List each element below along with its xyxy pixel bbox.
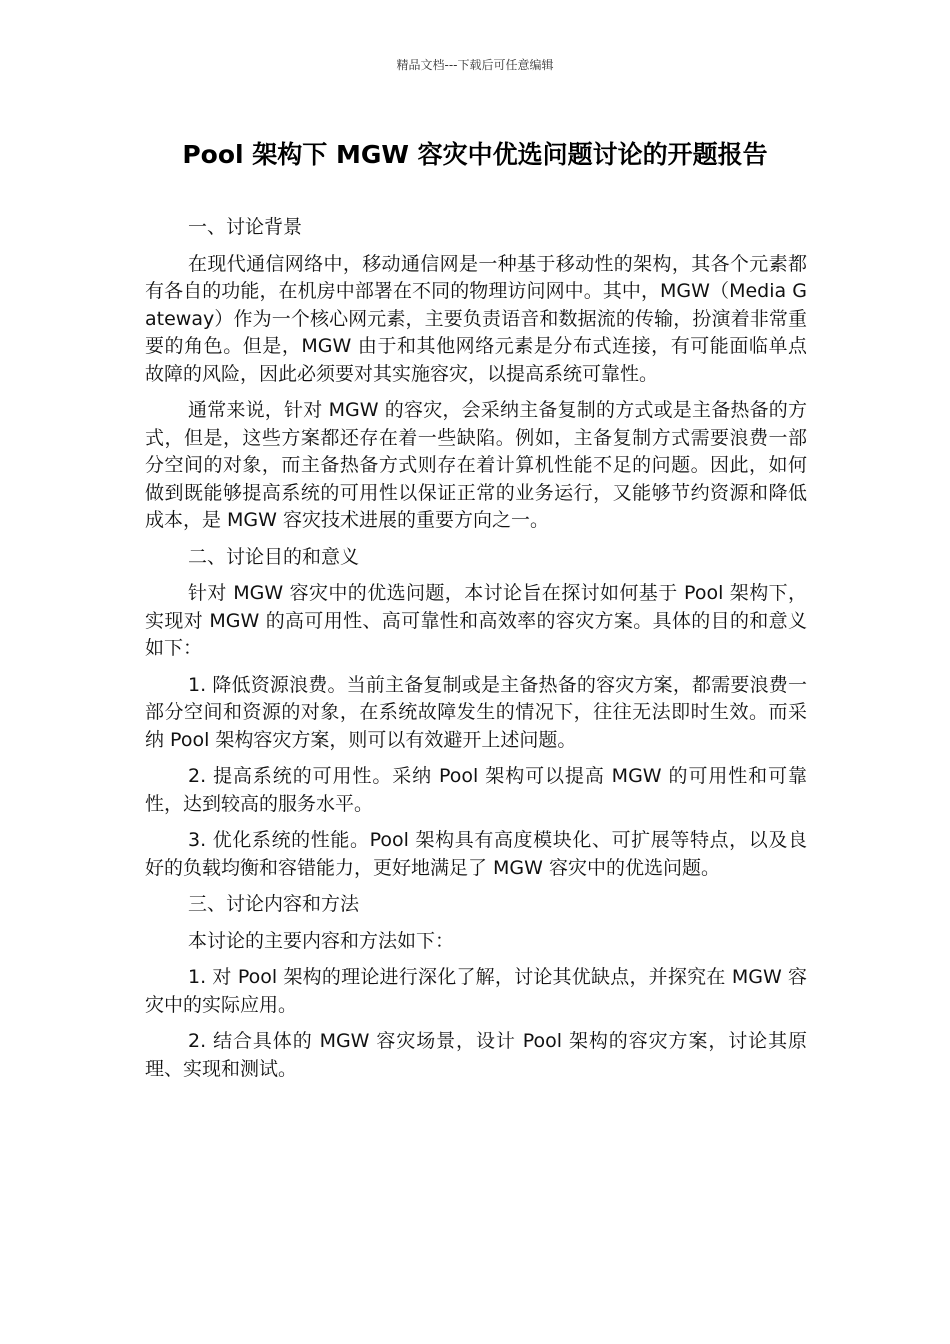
list-item: 1. 降低资源浪费。当前主备复制或是主备热备的容灾方案，都需要浪费一部分空间和资源的对象，在系统故障发生的情况下，往往无法即时生效。而采纳 Pool 架构容灾方案，则可以有效避开上述问题。 [145, 673, 807, 751]
document-title: Pool 架构下 MGW 容灾中优选问题讨论的开题报告 [182, 140, 768, 169]
paragraph: 本讨论的主要内容和方法如下： [188, 929, 455, 952]
document-body [145, 214, 807, 1092]
section-heading-purpose: 二、讨论目的和意义 [188, 545, 360, 568]
list-item: 2. 结合具体的 MGW 容灾场景，设计 Pool 架构的容灾方案，讨论其原理、实现和测试。 [145, 1030, 807, 1080]
list-item: 1. 对 Pool 架构的理论进行深化了解，讨论其优缺点，并探究在 MGW 容灾中的实际应用。 [145, 966, 807, 1016]
list-item: 2. 提高系统的可用性。采纳 Pool 架构可以提高 MGW 的可用性和可靠性，达到较高的服务水平。 [145, 765, 807, 815]
section-heading-background: 一、讨论背景 [188, 216, 303, 238]
paragraph: 在现代通信网络中，移动通信网是一种基于移动性的架构，其各个元素都有各自的功能，在机房中部署在不同的物理访问网中。其中，MGW（Media Gateway）作为一个核心网元素，主要负责语音和数据流的传输，扮演着非常重要的角色。但是，MGW 由于和其他网络元素是分布式连接，有可能面临单点故障的风险，因此必须要对其实施容灾，以提高系统可靠性。 [145, 252, 807, 385]
section-heading-content-methods: 三、讨论内容和方法 [188, 893, 360, 915]
paragraph: 针对 MGW 容灾中的优选问题，本讨论旨在探讨如何基于 Pool 架构下，实现对 MGW 的高可用性、高可靠性和高效率的容灾方案。具体的目的和意义如下： [145, 582, 807, 659]
header-note: 精品文档---下载后可任意编辑 [396, 58, 554, 72]
paragraph: 通常来说，针对 MGW 的容灾，会采纳主备复制的方式或是主备热备的方式，但是，这些方案都还存在着一些缺陷。例如，主备复制方式需要浪费一部分空间的对象，而主备热备方式则存在着计算机性能不足的问题。因此，如何做到既能够提高系统的可用性以保证正常的业务运行，又能够节约资源和降低成本，是 MGW 容灾技术进展的重要方向之一。 [145, 399, 807, 531]
list-item: 3. 优化系统的性能。Pool 架构具有高度模块化、可扩展等特点，以及良好的负载均衡和容错能力，更好地满足了 MGW 容灾中的优选问题。 [145, 829, 807, 879]
